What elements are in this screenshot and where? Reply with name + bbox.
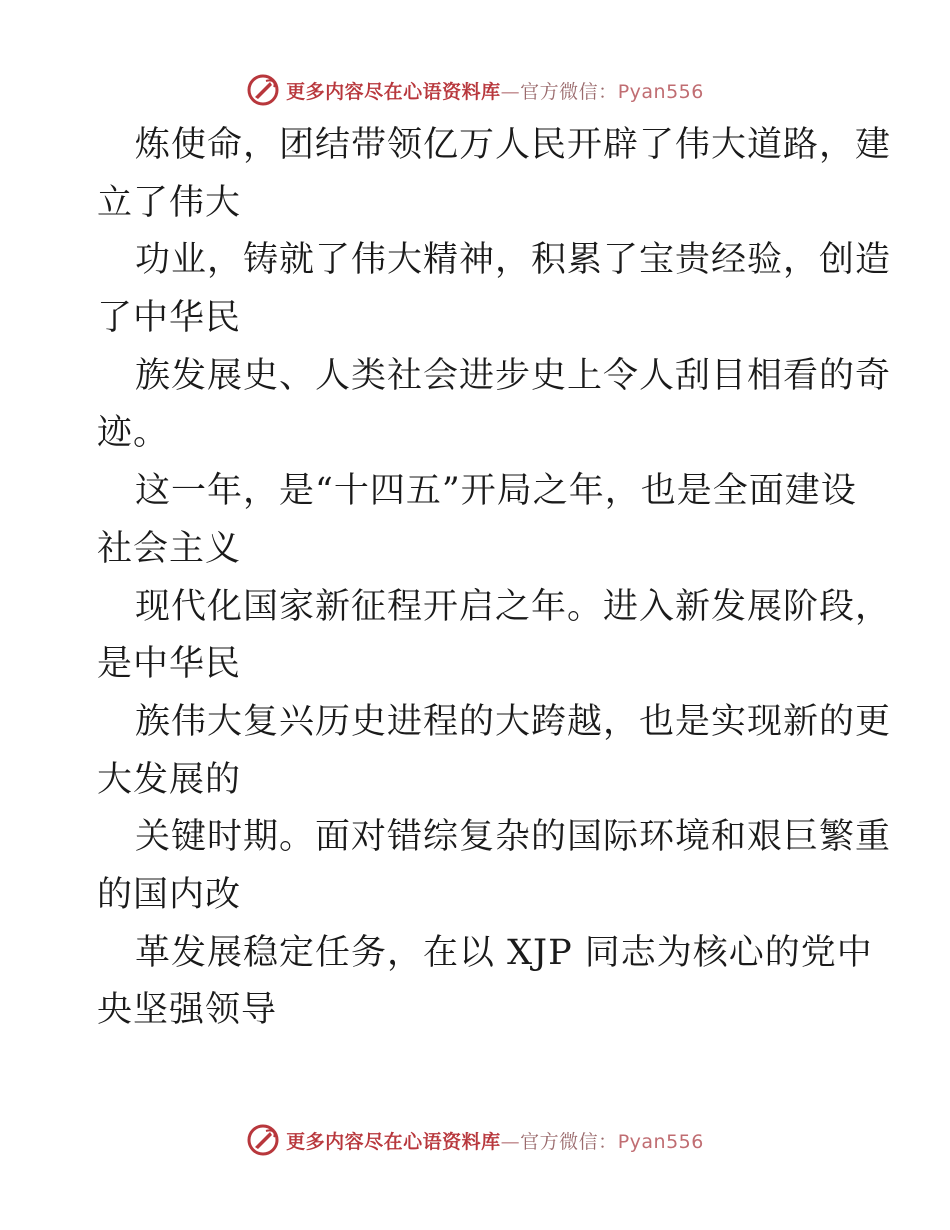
header-banner-inner bbox=[246, 73, 704, 107]
header-wechat-id: Pyan556 bbox=[617, 80, 704, 103]
body-line: 了中华民 bbox=[97, 298, 242, 339]
body-line: 社会主义 bbox=[97, 528, 242, 569]
header-banner bbox=[0, 70, 950, 110]
footer-banner-text bbox=[286, 1127, 704, 1154]
body-line: 革发展稳定任务，在以 XJP 同志为核心的党中 bbox=[135, 932, 873, 973]
body-line: 迹。 bbox=[97, 413, 170, 454]
quill-logo-icon bbox=[246, 1123, 280, 1157]
footer-separator: — bbox=[500, 1130, 521, 1153]
header-site-name: 更多内容尽在心语资料库 bbox=[286, 80, 501, 103]
body-line: 关键时期。面对错综复杂的国际环境和艰巨繁重 bbox=[135, 817, 892, 858]
body-line: 是中华民 bbox=[97, 644, 242, 685]
body-line: 央坚强领导 bbox=[97, 990, 278, 1031]
footer-site-name: 更多内容尽在心语资料库 bbox=[286, 1130, 501, 1153]
quill-logo-icon bbox=[246, 73, 280, 107]
footer-banner-inner bbox=[246, 1123, 704, 1157]
body-line: 功业，铸就了伟大精神，积累了宝贵经验，创造 bbox=[135, 240, 892, 281]
body-line: 的国内改 bbox=[97, 874, 242, 915]
document-body bbox=[97, 117, 892, 1040]
header-wechat-label: 官方微信： bbox=[520, 80, 618, 103]
body-line: 立了伟大 bbox=[97, 182, 242, 223]
footer-wechat-id: Pyan556 bbox=[617, 1130, 704, 1153]
body-line: 族发展史、人类社会进步史上令人刮目相看的奇 bbox=[135, 355, 892, 396]
body-line: 炼使命，团结带领亿万人民开辟了伟大道路，建 bbox=[135, 125, 892, 165]
body-line: 现代化国家新征程开启之年。进入新发展阶段， bbox=[135, 586, 892, 627]
footer-banner bbox=[0, 1120, 950, 1160]
header-banner-text bbox=[286, 77, 704, 104]
body-line: 族伟大复兴历史进程的大跨越，也是实现新的更 bbox=[135, 701, 892, 742]
body-line: 这一年，是“十四五”开局之年，也是全面建设 bbox=[135, 471, 857, 512]
footer-wechat-label: 官方微信： bbox=[520, 1130, 618, 1153]
body-line: 大发展的 bbox=[97, 759, 242, 800]
header-separator: — bbox=[500, 80, 521, 103]
